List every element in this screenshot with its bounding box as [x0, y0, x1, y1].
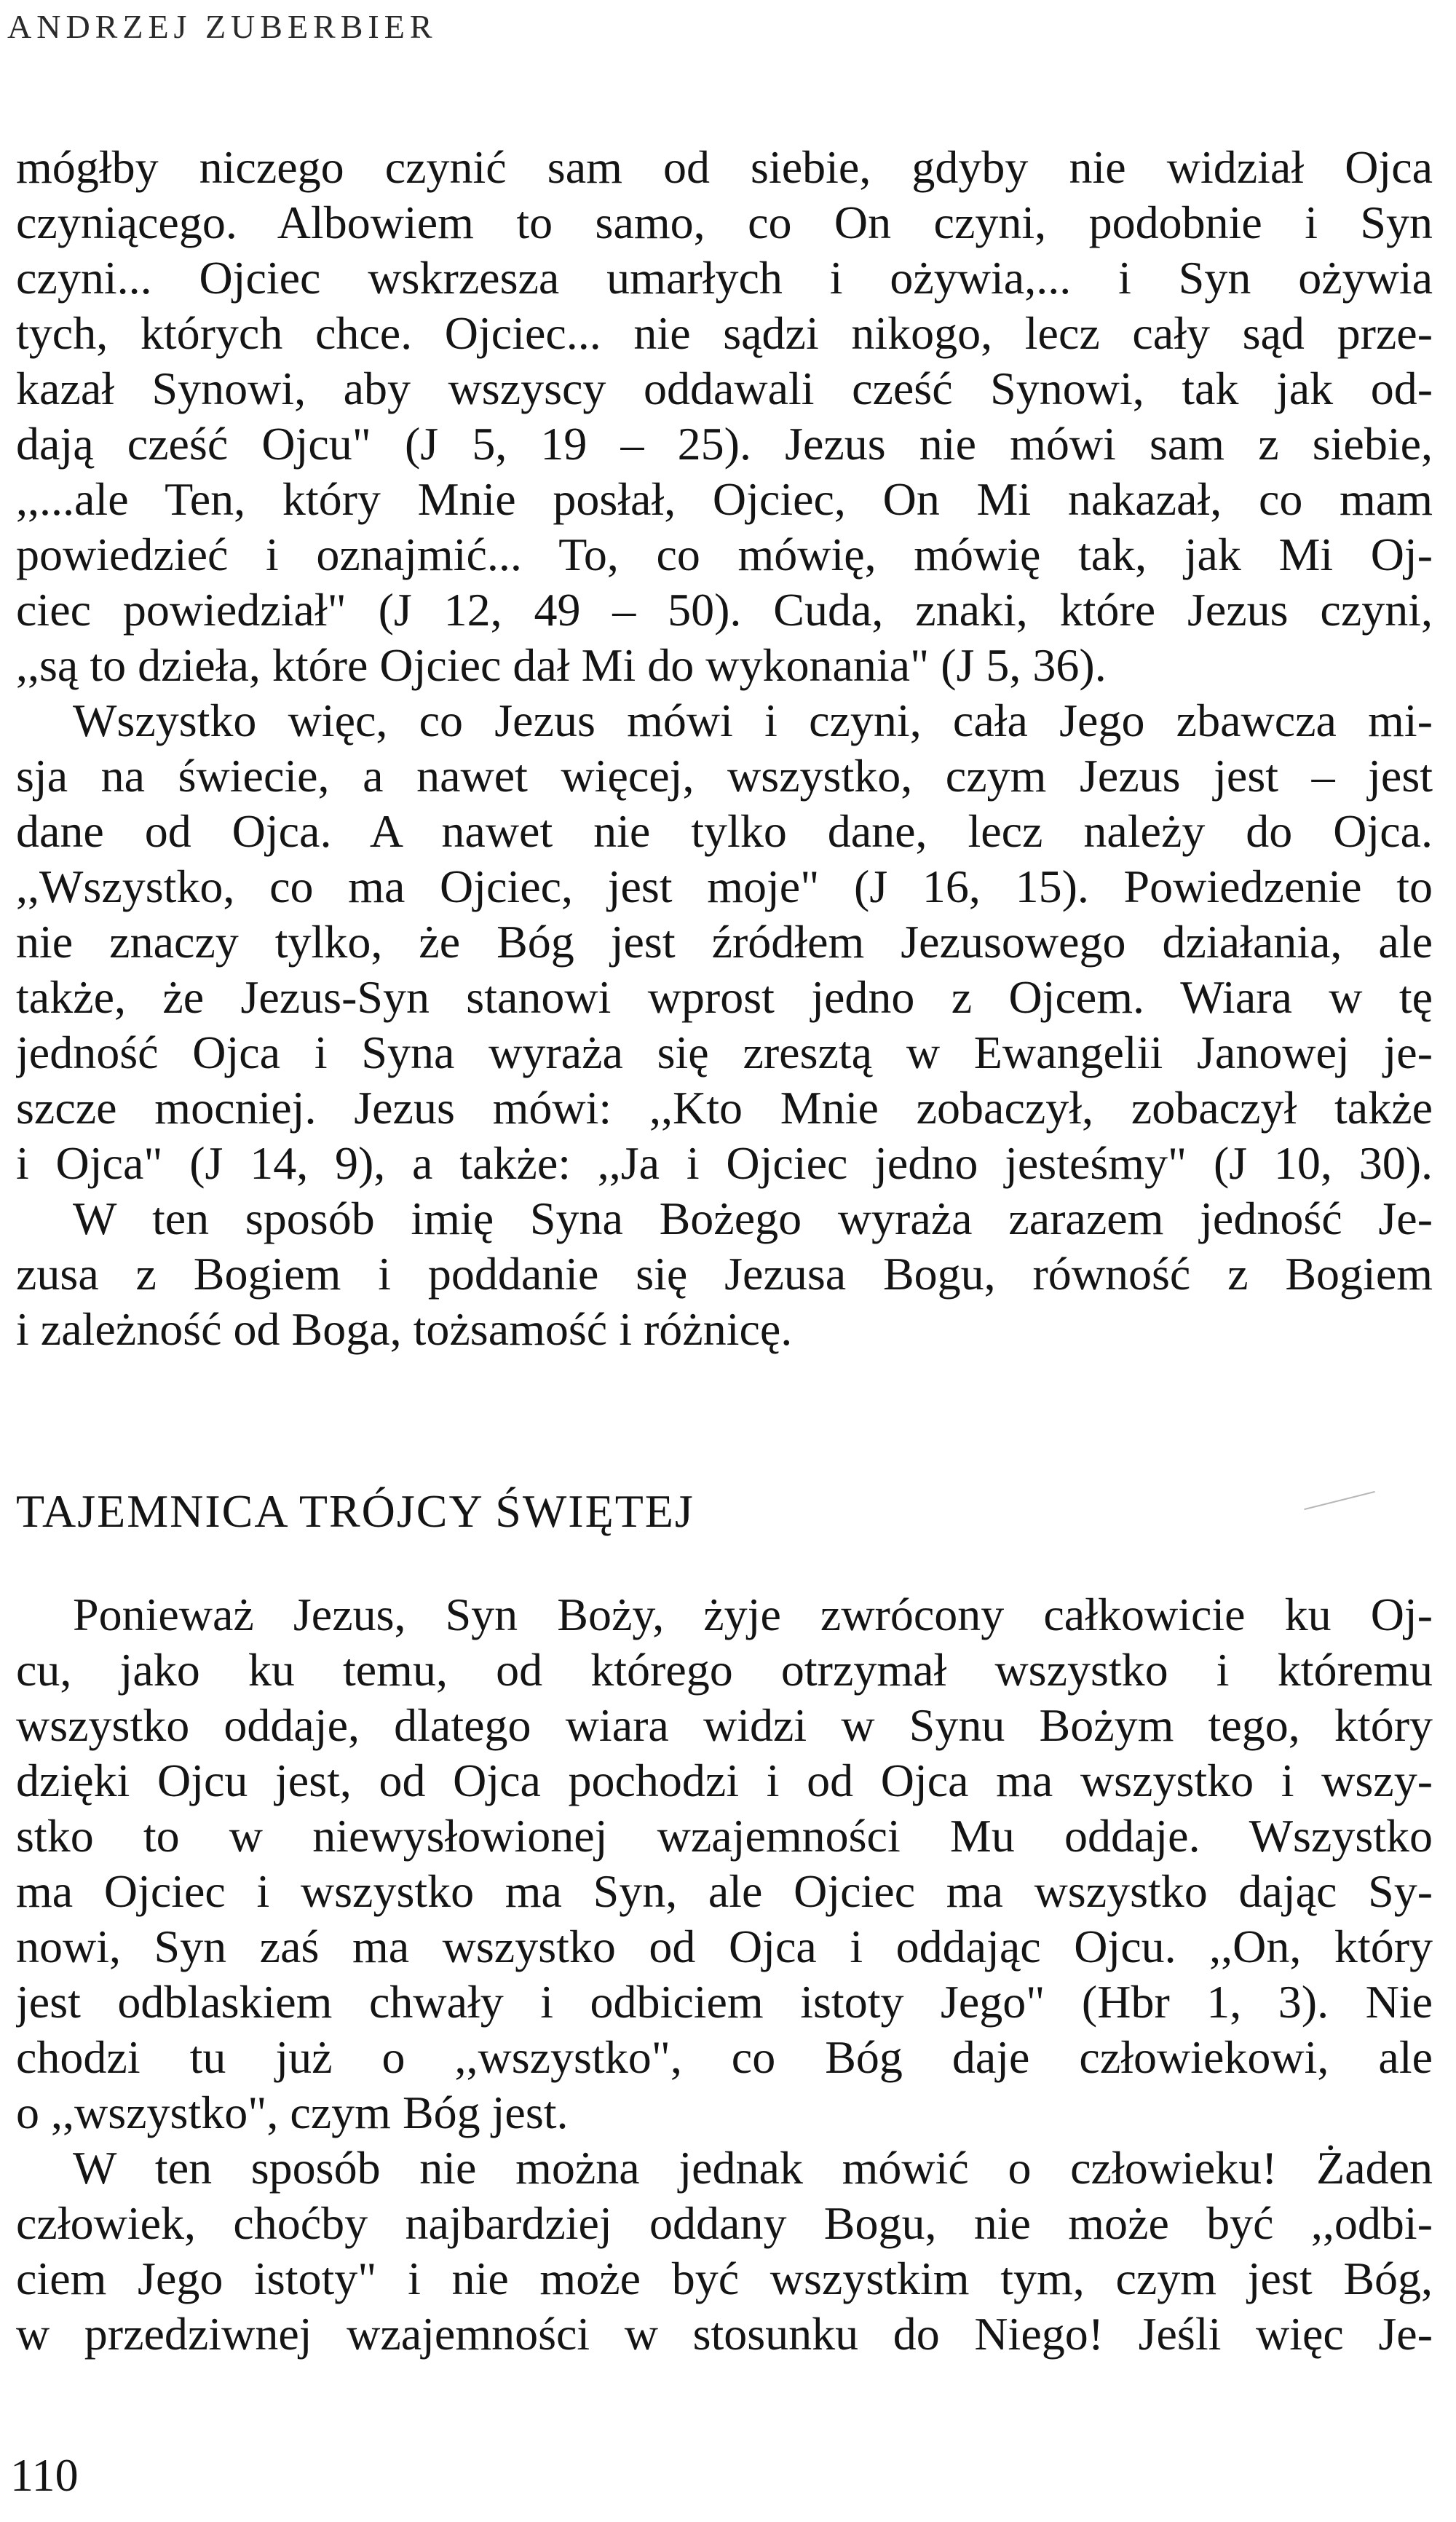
- text-line: wszystko oddaje, dlatego wiara widzi w Synu Bożym tego, który: [16, 1699, 1433, 1751]
- paragraph-start-line: Ponieważ Jezus, Syn Boży, żyje zwrócony całkowicie ku Oj-: [73, 1589, 1433, 1640]
- text-line: ciec powiedział" (J 12, 49 – 50). Cuda, znaki, które Jezus czyni,: [16, 584, 1433, 636]
- text-line: czyni... Ojciec wskrzesza umarłych i ożywia,... i Syn ożywia: [16, 252, 1433, 304]
- text-line: jest odblaskiem chwały i odbiciem istoty Jego" (Hbr 1, 3). Nie: [16, 1976, 1433, 2028]
- text-line: powiedzieć i oznajmić... To, co mówię, mówię tak, jak Mi Oj-: [16, 529, 1433, 580]
- text-line: sja na świecie, a nawet więcej, wszystko, czym Jezus jest – jest: [16, 750, 1433, 802]
- text-line: także, że Jezus-Syn stanowi wprost jedno z Ojcem. Wiara w tę: [16, 971, 1433, 1023]
- text-line: stko to w niewysłowionej wzajemności Mu oddaje. Wszystko: [16, 1810, 1433, 1862]
- text-line: nowi, Syn zaś ma wszystko od Ojca i oddając Ojcu. ,,On, który: [16, 1921, 1433, 1972]
- text-line: ma Ojciec i wszystko ma Syn, ale Ojciec ma wszystko dając Sy-: [16, 1865, 1433, 1917]
- text-line: jedność Ojca i Syna wyraża się zresztą w Ewangelii Janowej je-: [16, 1027, 1433, 1078]
- text-line: ,,są to dzieła, które Ojciec dał Mi do wykonania" (J 5, 36).: [16, 639, 1107, 691]
- section-title: TAJEMNICA TRÓJCY ŚWIĘTEJ: [16, 1485, 695, 1537]
- scan-mark: [1304, 1491, 1375, 1510]
- text-line: o ,,wszystko", czym Bóg jest.: [16, 2087, 569, 2138]
- text-line: zusa z Bogiem i poddanie się Jezusa Bogu, równość z Bogiem: [16, 1248, 1433, 1300]
- text-line: nie znaczy tylko, że Bóg jest źródłem Jezusowego działania, ale: [16, 916, 1433, 968]
- text-line: dzięki Ojcu jest, od Ojca pochodzi i od Ojca ma wszystko i wszy-: [16, 1755, 1433, 1806]
- paragraph-start-line: W ten sposób imię Syna Bożego wyraża zarazem jedność Je-: [73, 1193, 1433, 1244]
- text-line: ,,Wszystko, co ma Ojciec, jest moje" (J 16, 15). Powiedzenie to: [16, 861, 1433, 912]
- text-line: ,,...ale Ten, który Mnie posłał, Ojciec, On Mi nakazał, co mam: [16, 473, 1433, 525]
- paragraph-start-line: Wszystko więc, co Jezus mówi i czyni, cała Jego zbawcza mi-: [73, 695, 1433, 746]
- text-line: człowiek, choćby najbardziej oddany Bogu, nie może być ,,odbi-: [16, 2197, 1433, 2249]
- text-line: mógłby niczego czynić sam od siebie, gdyby nie widział Ojca: [16, 141, 1433, 193]
- text-line: kazał Synowi, aby wszyscy oddawali cześć Synowi, tak jak od-: [16, 363, 1433, 414]
- body-text-bottom: [16, 1587, 1433, 2362]
- text-line: dane od Ojca. A nawet nie tylko dane, lecz należy do Ojca.: [16, 805, 1433, 857]
- text-line: chodzi tu już o ,,wszystko", co Bóg daje człowiekowi, ale: [16, 2031, 1433, 2083]
- text-line: i Ojca" (J 14, 9), a także: ,,Ja i Ojciec jedno jesteśmy" (J 10, 30).: [16, 1137, 1433, 1189]
- text-line: w przedziwnej wzajemności w stosunku do Niego! Jeśli więc Je-: [16, 2308, 1433, 2360]
- text-line: i zależność od Boga, tożsamość i różnicę.: [16, 1303, 793, 1355]
- paragraph-start-line: W ten sposób nie można jednak mówić o człowieku! Żaden: [73, 2142, 1433, 2194]
- text-line: ciem Jego istoty" i nie może być wszystkim tym, czym jest Bóg,: [16, 2253, 1433, 2304]
- text-line: tych, których chce. Ojciec... nie sądzi nikogo, lecz cały sąd prze-: [16, 307, 1433, 359]
- running-head: ANDRZEJ ZUBERBIER: [7, 8, 438, 45]
- text-line: dają cześć Ojcu" (J 5, 19 – 25). Jezus nie mówi sam z siebie,: [16, 418, 1433, 470]
- text-line: szcze mocniej. Jezus mówi: ,,Kto Mnie zobaczył, zobaczył także: [16, 1082, 1433, 1134]
- text-line: czyniącego. Albowiem to samo, co On czyni, podobnie i Syn: [16, 197, 1433, 248]
- page-number: 110: [10, 2449, 79, 2501]
- text-line: cu, jako ku temu, od którego otrzymał wszystko i któremu: [16, 1644, 1433, 1696]
- body-text-top: [16, 140, 1433, 1357]
